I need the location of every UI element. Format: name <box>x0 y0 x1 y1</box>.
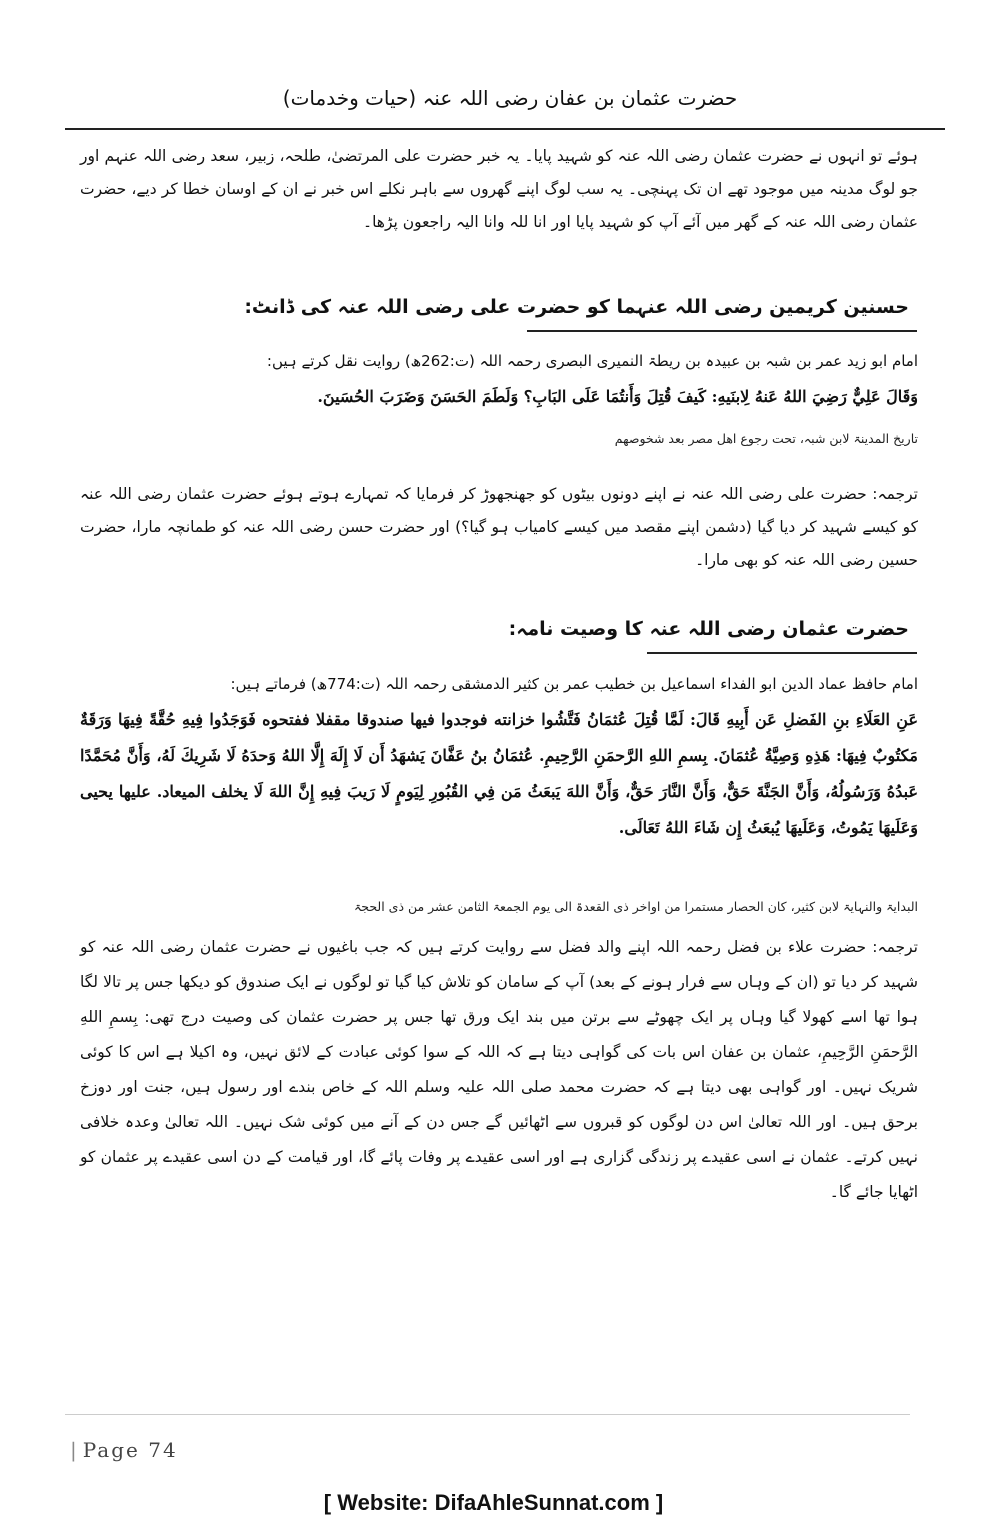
intro-text: ہوئے تو انہوں نے حضرت عثمان رضی اللہ عنہ کو شہید پایا۔ یہ خبر حضرت علی المرتضیٰ، طلحہ، زبیر، سعد رضی اللہ عنہم اور جو لوگ مدینہ میں موجود تھے ان تک پہنچی۔ یہ سب لوگ اپنے گھروں سے باہر نکلے اس خبر نے ان کے اوسان خطا کر دیے، حضرت عثمان رضی اللہ عنہ کے گھر میں آئے آپ کو شہید پایا اور انا للہ وانا الیہ راجعون پڑھا۔ <box>80 147 918 231</box>
section1-narrator <box>80 345 918 378</box>
section2-heading: حضرت عثمان رضی اللہ عنہ کا وصیت نامہ: <box>508 618 909 640</box>
section1-arabic-text <box>80 380 918 413</box>
section1-translation-text: ترجمہ: حضرت علی رضی اللہ عنہ نے اپنے دونوں بیٹوں کو جھنجھوڑ کر فرمایا کہ تمہارے ہوتے ہوئے حضرت عثمان رضی اللہ عنہ کو کیسے شہید کر دیا گیا (دشمن اپنے مقصد میں کیسے کامیاب ہو گیا؟) اور حضرت حسن رضی اللہ عنہ کو طمانچہ مارا، حضرت حسین رضی اللہ عنہ کو بھی مارا۔ <box>80 485 918 569</box>
section2-reference-text: البدایۃ والنہایۃ لابن کثیر، کان الحصار مستمرا من اواخر ذی القعدۃ الی یوم الجمعۃ الثامن عشر من ذی الحجۃ <box>353 899 918 914</box>
section1-translation <box>80 478 918 577</box>
section1-heading: حسنین کریمین رضی اللہ عنہما کو حضرت علی رضی اللہ عنہ کی ڈانٹ: <box>244 296 909 318</box>
section2-arabic-text <box>80 702 918 846</box>
section2-translation <box>80 930 918 1210</box>
section2-reference <box>80 890 918 923</box>
running-header: حضرت عثمان بن عفان رضی اللہ عنہ (حیات وخدمات) <box>282 86 738 110</box>
section2-narrator-text: امام حافظ عماد الدین ابو الفداء اسماعیل بن خطیب عمر بن کثیر الدمشقی رحمہ اللہ (ت:774ھ) فرماتے ہیں: <box>230 675 918 693</box>
header-divider <box>65 128 945 130</box>
section2-narrator <box>80 668 918 701</box>
page-number <box>70 1438 178 1462</box>
page-number-value: 74 <box>148 1438 178 1462</box>
section1-reference <box>80 422 918 455</box>
website-footer: [ Website: DifaAhleSunnat.com ] <box>323 1490 664 1515</box>
page-label: Page <box>82 1438 140 1462</box>
section2-arabic: عَنِ العَلَاءِ بنِ الفَضلِ عَن أَبِيهِ قَالَ: لَمَّا قُتِلَ عُثمَانُ فَتَّشُوا خزانته فوجدوا فيها صندوقا مقفلا ففتحوه فَوَجَدُوا فِيهِ حُقَّةً فِيهَا وَرَقَةٌ مَكتُوبٌ فِيهَا: هَذِهِ وَصِيَّةُ عُثمَانَ. بِسمِ اللهِ الرَّحمَنِ الرَّحِيمِ. عُثمَانُ بنُ عَفَّانَ يَشهَدُ أَن لَا إِلَهَ إِلَّا اللهُ وَحدَهُ لَا شَرِيكَ لَهُ، وَأَنَّ مُحَمَّدًا عَبدُهُ وَرَسُولُهُ، وَأَنَّ الجَنَّةَ حَقٌّ، وَأَنَّ النَّارَ حَقٌّ، وَأَنَّ اللهَ يَبعَثُ مَن فِي القُبُورِ لِيَومٍ لَا رَيبَ فِيهِ إِنَّ اللهَ لَا يخلف الميعاد. عليها يحيى وَعَلَيهَا يَمُوتُ، وَعَلَيهَا يُبعَثُ إِن شَاءَ اللهُ تَعَالَى. <box>80 710 918 837</box>
section2-translation-text: ترجمہ: حضرت علاء بن فضل رحمہ اللہ اپنے والد فضل سے روایت کرتے ہیں کہ جب باغیوں نے حضرت عثمان رضی اللہ عنہ کو شہید کر دیا تو (ان کے وہاں سے فرار ہونے کے بعد) آپ کے سامان کو تلاش کیا گیا تو لوگوں نے ایک صندوق کو دیکھا جس پر تالا لگا ہوا تھا اسے کھولا گیا وہاں پر ایک چھوٹے سے برتن میں بند ایک ورق تھا جس پر حضرت عثمان کی وصیت درج تھی: بِسمِ اللهِ الرَّحمَنِ الرَّحِيمِ، عثمان بن عفان اس بات کی گواہی دیتا ہے کہ اللہ کے سوا کوئی عبادت کے لائق نہیں، وہ اکیلا ہے اس کا کوئی شریک نہیں۔ اور گواہی بھی دیتا ہے کہ حضرت محمد صلی اللہ علیہ وسلم اللہ کے خاص بندے اور رسول ہیں، جنت اور دوزخ برحق ہیں۔ اور اللہ تعالیٰ اس دن لوگوں کو قبروں سے اٹھائیں گے جس دن کے آنے میں کوئی شک نہیں۔ اللہ تعالیٰ وعدہ خلافی نہیں کرتے۔ عثمان نے اسی عقیدے پر زندگی گزاری ہے اور اسی عقیدے پر وفات پائے گا، اور قیامت کے دن اسی عقیدے پر عثمان کو اٹھایا جائے گا۔ <box>80 938 918 1201</box>
section2-heading-underline <box>647 652 917 654</box>
page-number-separator: | <box>70 1438 79 1462</box>
section1-arabic: وَقَالَ عَلِيٌّ رَضِيَ اللهُ عَنهُ لِابنَيهِ: كَيفَ قُتِلَ وَأَنتُمَا عَلَى البَابِ؟ وَلَطَمَ الحَسَنَ وَضَرَبَ الحُسَينَ. <box>317 387 918 406</box>
footer-divider <box>65 1414 910 1415</box>
section1-narrator-text: امام ابو زید عمر بن شبہ بن عبیدہ بن ریطۃ النمیری البصری رحمہ اللہ (ت:262ھ) روایت نقل کرتے ہیں: <box>266 352 918 370</box>
intro-paragraph <box>80 140 918 239</box>
section1-heading-underline <box>527 330 917 332</box>
section1-reference-text: تاریخ المدینۃ لابن شبہ، تحت رجوع اھل مصر بعد شخوصھم <box>614 431 918 446</box>
